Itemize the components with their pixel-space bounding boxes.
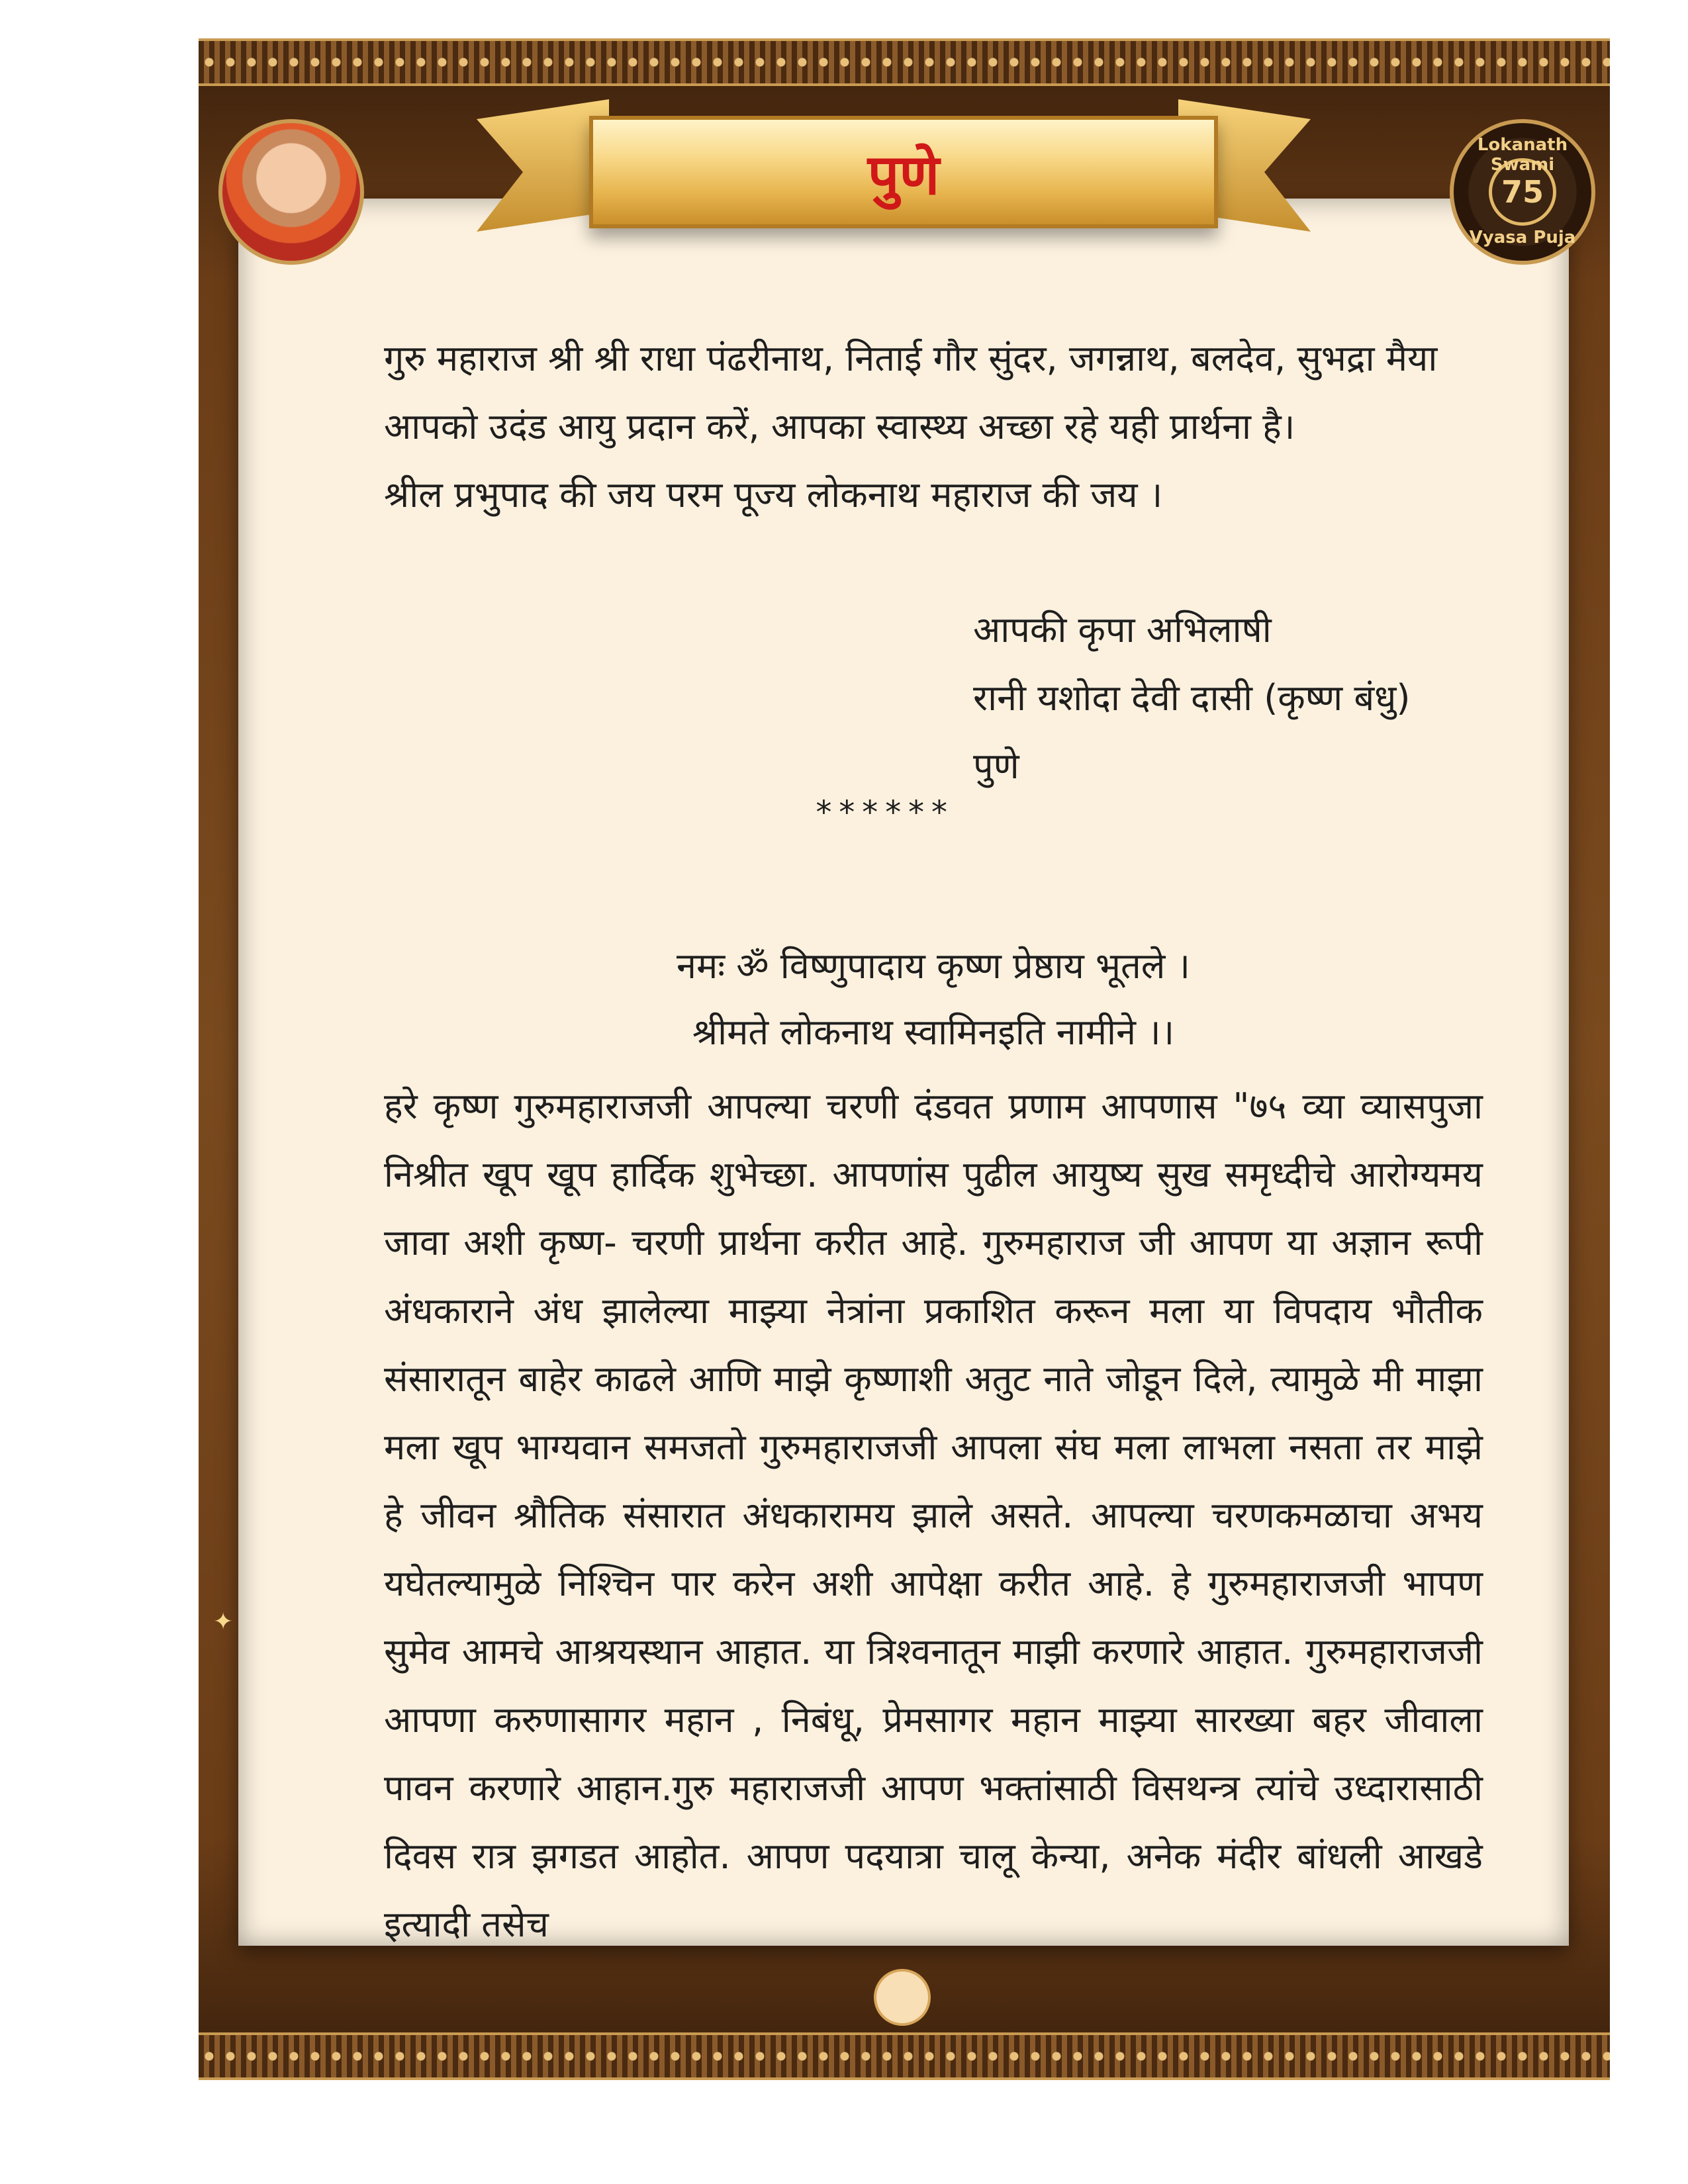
marathi-paragraph: हरे कृष्ण गुरुमहाराजजी आपल्या चरणी दंडवत प्रणाम आपणास "७५ व्या व्यासपुजा निश्रीत खूप खूप हार्दिक शुभेच्छा. आपणांस पुढील आयुष्य सुख समृध्दीचे आरोग्यमय जावा अशी कृष्ण- चरणी प्रार्थना करीत आहे. गुरुमहाराज जी आपण या अज्ञान रूपी अंधकाराने अंध झालेल्या माझ्या नेत्रांना प्रकाशित करून मला या विपदाय भौतीक संसारातून बाहेर काढले आणि माझे कृष्णाशी अतुट नाते जोडून दिले, त्यामुळे मी माझा मला खूप भाग्यवान समजतो गुरुमहाराजजी आपला संघ मला लाभला नसता तर माझे हे जीवन श्रौतिक संसारात अंधकारामय झाले असते. आपल्या चरणकमळाचा अभय यघेतल्यामुळे निश्चिन पार करेन अशी आपेक्षा करीत आहे. हे गुरुमहाराजजी भापण सुमेव आमचे आश्रयस्थान आहात. या त्रिश्वनातून माझी करणारे आहात. गुरुमहाराजजी आपणा करुणासागर महान , निबंधू, प्रेमसागर महान माझ्या सारख्या बहर जीवाला पावन करणारे आहान.गुरु महाराजजी आपण भक्तांसाठी विसथन्त्र त्यांचे उध्दारासाठी दिवस रात्र झगडत आहोत. आपण पदयात्रा चालू केन्या, अनेक मंदीर बांधली आखडे इत्यादी तसेच (384, 1085, 1483, 1945)
sparkle-icon: ✦ (213, 1608, 234, 1635)
badge-bottom-text: Vyasa Puja (1469, 228, 1576, 248)
title-ribbon (589, 116, 1218, 228)
page-ornament-circle (874, 1969, 931, 2026)
decorative-border-bottom (199, 2032, 1610, 2080)
hindi-paragraph (384, 324, 1483, 529)
avatar (218, 119, 364, 265)
decorative-border-top (199, 38, 1610, 86)
badge-top-text: Lokanath Swami (1477, 135, 1568, 175)
badge-number: 75 (1489, 158, 1556, 226)
verse-line: श्रीमते लोकनाथ स्वामिनइति नामीने ।। (692, 1011, 1175, 1053)
vyasa-puja-badge (1450, 119, 1595, 265)
separator: ****** (814, 794, 953, 831)
hindi-line: गुरु महाराज श्री श्री राधा पंढरीनाथ, निताई गौर सुंदर, जगन्नाथ, बलदेव, सुभद्रा मैया (384, 338, 1438, 379)
page-title: पुणे (867, 142, 940, 207)
verse-block (384, 933, 1483, 1066)
signature-line: पुणे (973, 745, 1019, 787)
signature-line: आपकी कृपा अभिलाषी (973, 609, 1272, 651)
hindi-line: श्रील प्रभुपाद की जय परम पूज्य लोकनाथ महाराज की जय । (384, 474, 1163, 516)
signature-block (973, 596, 1410, 800)
hindi-line: आपको उदंड आयु प्रदान करें, आपका स्वास्थ्य अच्छा रहे यही प्रार्थना है। (384, 406, 1295, 447)
signature-line: रानी यशोदा देवी दासी (कृष्ण बंधु) (973, 677, 1411, 719)
verse-line: नमः ॐ विष्णुपादाय कृष्ण प्रेष्ठाय भूतले । (676, 945, 1191, 987)
